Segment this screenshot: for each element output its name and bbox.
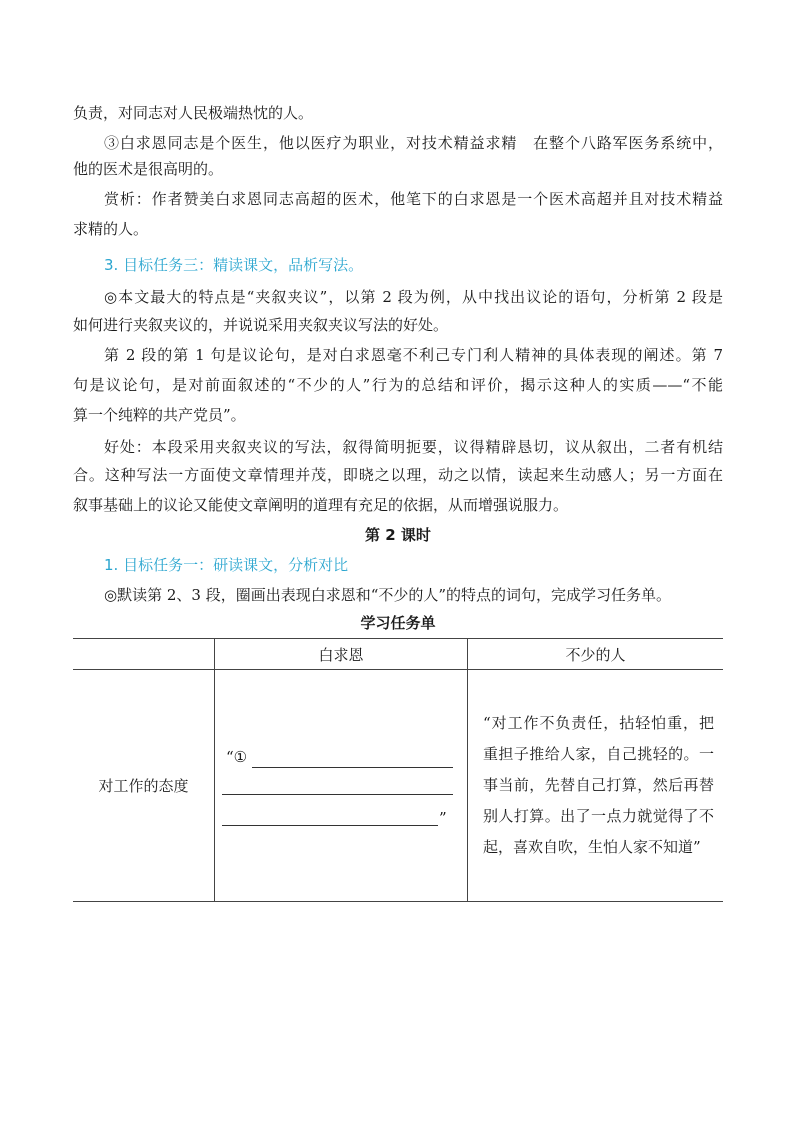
answer-line-2: 句是议论句，是对前面叙述的“不少的人”行为的总结和评价，揭示这种人的实质——“不能 xyxy=(73,376,723,394)
instruction-line: ◎默读第 2、3 段，圈画出表现白求恩和“不少的人”的特点的词句，完成学习任务单。 xyxy=(104,586,672,604)
lesson-title: 第 2 课时 xyxy=(365,526,431,544)
answer-line-3: 算一个纯粹的共产党员”。 xyxy=(73,406,246,424)
answer-line-1: 第 2 段的第 1 句是议论句，是对白求恩毫不利己专门利人精神的具体表现的阐述。第 7 xyxy=(104,346,723,364)
paragraph-3-line-2: 他的医术是很高明的。 xyxy=(73,160,224,178)
header-cell-others: 不少的人 xyxy=(468,639,724,670)
blank-close-quote: ” xyxy=(439,809,447,827)
blank-open-quote: “① xyxy=(226,748,248,766)
task-table xyxy=(73,638,723,902)
paragraph-continuation: 负责，对同志对人民极端热忱的人。 xyxy=(73,104,314,122)
benefit-line-1: 好处：本段采用夹叙夹议的写法，叙得简明扼要，议得精辟恳切，议从叙出，二者有机结 xyxy=(104,438,723,456)
answer-blank-cell[interactable] xyxy=(215,670,468,902)
row-label-cell: 对工作的态度 xyxy=(73,670,215,902)
others-cell xyxy=(468,670,724,902)
blank-line-3[interactable] xyxy=(222,825,438,826)
benefit-line-2: 合。这种写法一方面使文章情理并茂，即晓之以理，动之以情，读起来生动感人；另一方面在 xyxy=(73,466,723,484)
heading-task-1: 1. 目标任务一：研读课文，分析对比 xyxy=(104,556,349,574)
others-quote-text: “对工作不负责任，拈轻怕重，把重担子推给人家，自己挑轻的。一事当前，先替自己打算，然后再替别人打算。出了一点力就觉得了不起，喜欢自吹，生怕人家不知道” xyxy=(483,714,714,856)
appreciation-line-2: 求精的人。 xyxy=(73,220,149,238)
header-cell-bethune: 白求恩 xyxy=(215,639,468,670)
table-title: 学习任务单 xyxy=(360,614,436,632)
table-row xyxy=(73,670,723,902)
heading-task-3: 3. 目标任务三：精读课文，品析写法。 xyxy=(104,256,364,274)
paragraph-3-line-1: ③白求恩同志是个医生，他以医疗为职业，对技术精益求精 在整个八路军医务系统中， xyxy=(104,134,723,152)
question-line-2: 如何进行夹叙夹议的，并说说采用夹叙夹议写法的好处。 xyxy=(73,316,449,334)
benefit-line-3: 叙事基础上的议论又能使文章阐明的道理有充足的依据，从而增强说服力。 xyxy=(73,496,569,514)
header-cell-empty xyxy=(73,639,215,670)
blank-line-2[interactable] xyxy=(222,794,453,795)
blank-line-1[interactable] xyxy=(252,767,453,768)
question-line-1: ◎本文最大的特点是“夹叙夹议”，以第 2 段为例，从中找出议论的语句，分析第 2 段是 xyxy=(104,288,723,306)
appreciation-line-1: 赏析：作者赞美白求恩同志高超的医术，他笔下的白求恩是一个医术高超并且对技术精益 xyxy=(104,190,723,208)
table-header-row xyxy=(73,639,723,670)
